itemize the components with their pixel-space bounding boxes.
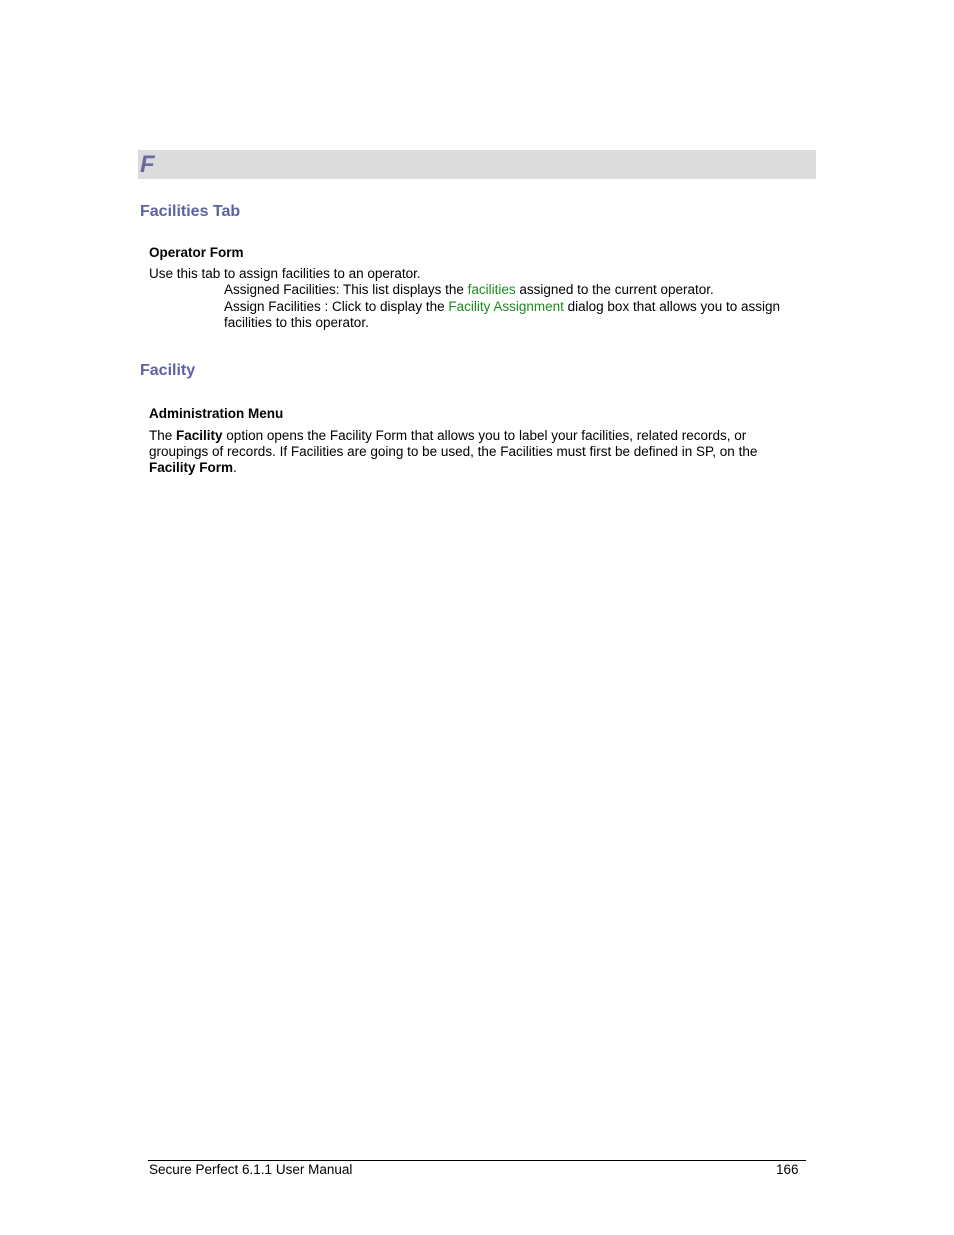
facility-assignment-link[interactable]: Facility Assignment bbox=[448, 299, 564, 314]
body-bold: Facility bbox=[176, 428, 223, 443]
item-text: Assigned Facilities: This list displays the bbox=[224, 282, 468, 297]
body-text: option opens the Facility Form that allows you to label your facilities, related records, or bbox=[222, 428, 747, 443]
body-text: The bbox=[149, 428, 177, 443]
section-letter-bar bbox=[138, 150, 816, 179]
assigned-facilities-item bbox=[224, 282, 714, 298]
item-text: assigned to the current operator. bbox=[515, 282, 714, 297]
body-bold: Facility Form bbox=[149, 460, 234, 475]
footer-manual-title: Secure Perfect 6.1.1 User Manual bbox=[149, 1162, 353, 1177]
assign-facilities-item-cont: facilities to this operator. bbox=[224, 315, 369, 330]
footer-divider bbox=[148, 1160, 806, 1161]
entry-subheading-operator-form: Operator Form bbox=[149, 245, 244, 260]
facilities-link[interactable]: facilities bbox=[467, 282, 516, 297]
entry-heading-facility: Facility bbox=[140, 362, 196, 379]
entry-intro: Use this tab to assign facilities to an operator. bbox=[149, 266, 421, 281]
assign-facilities-item bbox=[224, 299, 780, 315]
facility-body-line3 bbox=[149, 460, 237, 476]
facility-body-line2: groupings of records. If Facilities are going to be used, the Facilities must first be defined in SP, on the bbox=[149, 444, 758, 459]
entry-subheading-administration-menu: Administration Menu bbox=[149, 406, 284, 421]
entry-heading-facilities-tab: Facilities Tab bbox=[140, 203, 241, 220]
section-letter: F bbox=[140, 151, 155, 178]
item-text: dialog box that allows you to assign bbox=[563, 299, 781, 314]
body-text: . bbox=[233, 460, 237, 475]
item-text: Assign Facilities : Click to display the bbox=[224, 299, 449, 314]
footer-page-number: 166 bbox=[776, 1162, 799, 1177]
facility-body-line1 bbox=[149, 428, 746, 444]
